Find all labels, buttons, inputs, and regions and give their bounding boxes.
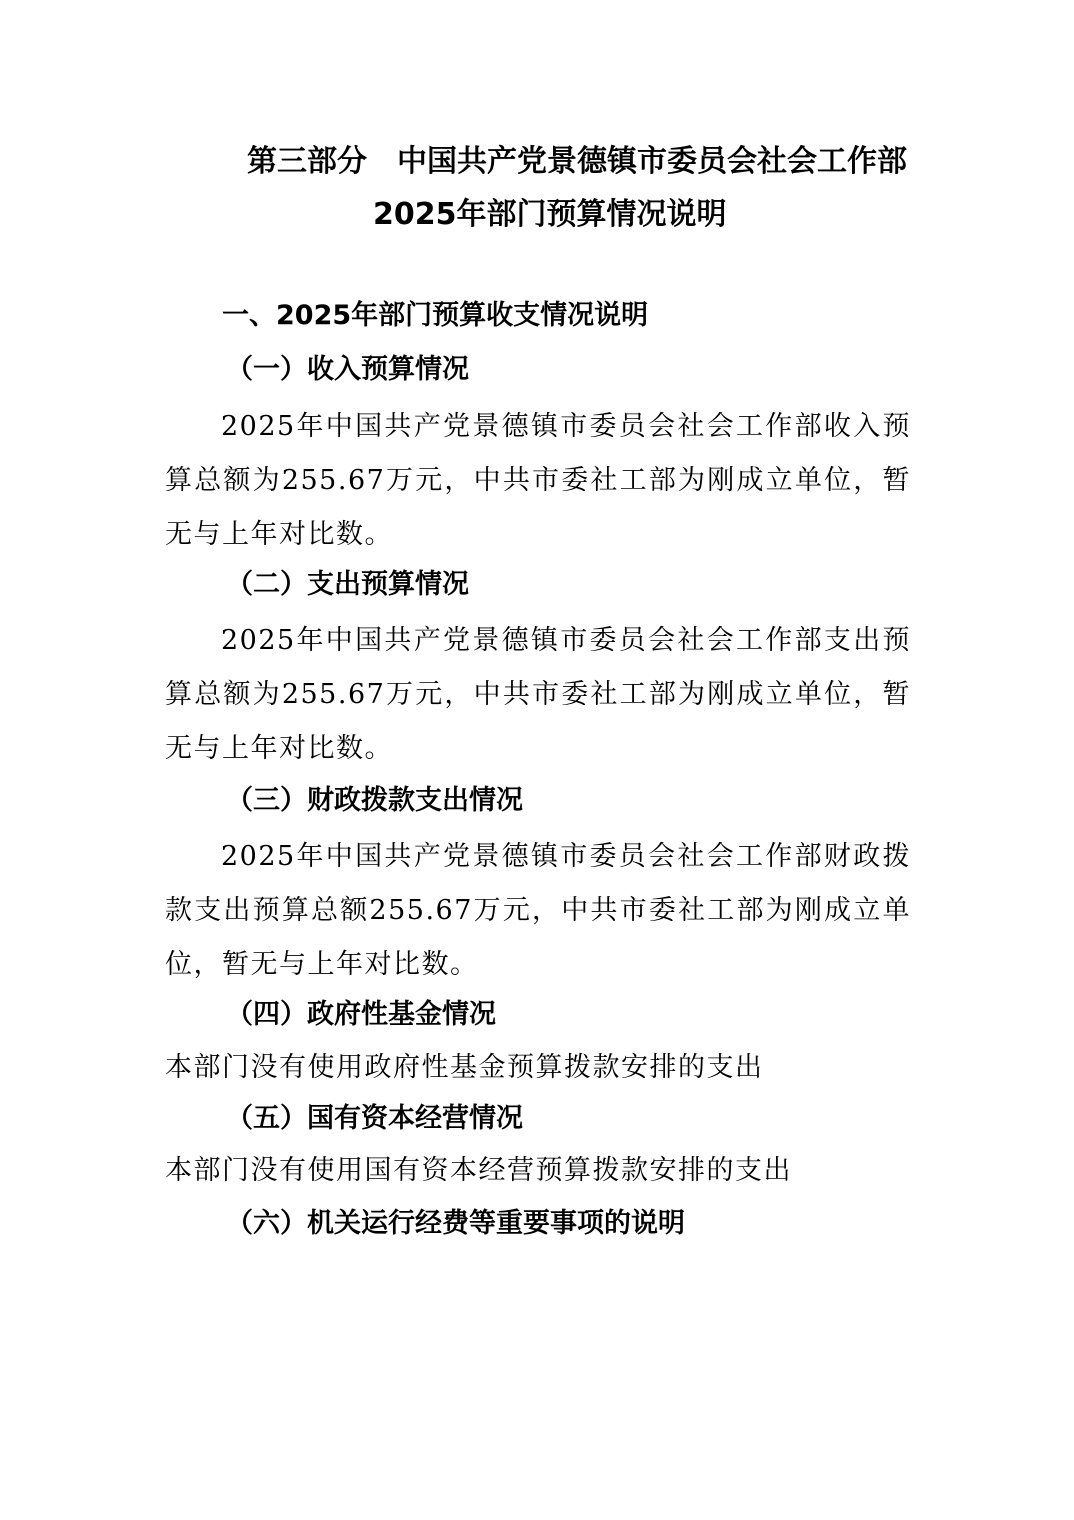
subsection-heading-operating-expenses: （六）机关运行经费等重要事项的说明 xyxy=(226,1208,685,1239)
subsection-heading-government-fund: （四）政府性基金情况 xyxy=(226,999,496,1030)
subsection-body-expenditure: 2025年中国共产党景德镇市委员会社会工作部支出预算总额为255.67万元，中共市委社工部为刚成立单位，暂无与上年对比数。 xyxy=(165,625,911,764)
subsection-body-state-capital: 本部门没有使用国有资本经营预算拨款安排的支出 xyxy=(165,1155,792,1186)
document-title-line1: 第三部分 中国共产党景德镇市委员会社会工作部 xyxy=(247,144,907,179)
subsection-heading-expenditure: （二）支出预算情况 xyxy=(226,569,469,600)
section-heading-budget-overview: 一、2025年部门预算收支情况说明 xyxy=(222,300,649,331)
document-title-line2: 2025年部门预算情况说明 xyxy=(373,197,727,232)
subsection-heading-income: （一）收入预算情况 xyxy=(226,354,469,385)
subsection-heading-fiscal-appropriation: （三）财政拨款支出情况 xyxy=(226,785,523,816)
subsection-body-fiscal-appropriation: 2025年中国共产党景德镇市委员会社会工作部财政拨款支出预算总额255.67万元，中共市委社工部为刚成立单位，暂无与上年对比数。 xyxy=(165,841,911,980)
subsection-body-income: 2025年中国共产党景德镇市委员会社会工作部收入预算总额为255.67万元，中共市委社工部为刚成立单位，暂无与上年对比数。 xyxy=(165,411,911,550)
subsection-heading-state-capital: （五）国有资本经营情况 xyxy=(226,1103,523,1134)
subsection-body-government-fund: 本部门没有使用政府性基金预算拨款安排的支出 xyxy=(165,1052,764,1083)
